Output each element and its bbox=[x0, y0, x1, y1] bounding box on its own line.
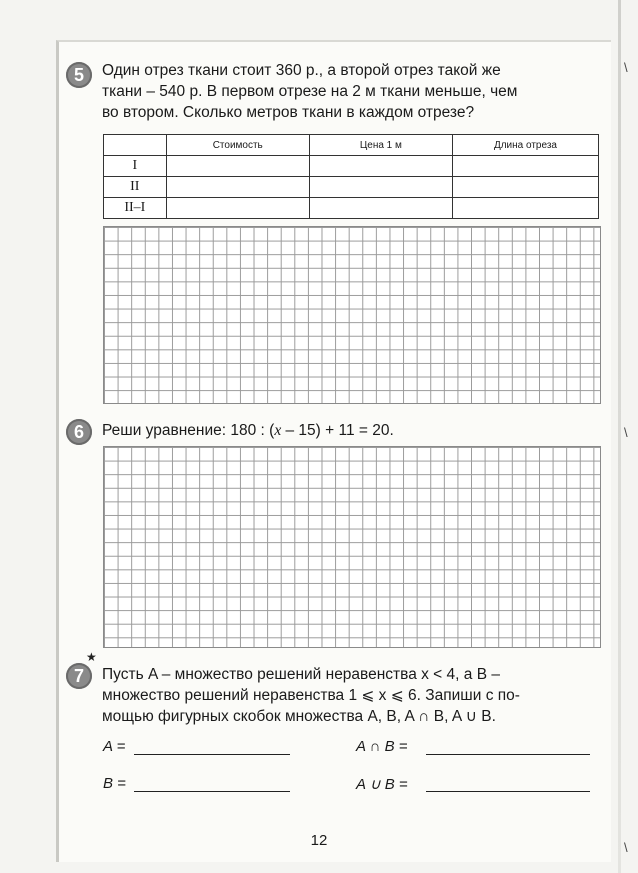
table-cell[interactable] bbox=[166, 156, 309, 177]
task7-line: мощью фигурных скобок множества A, B, A ∩ B, A ∪ B. bbox=[102, 708, 496, 725]
task5-line: ткани – 540 р. В первом отрезе на 2 м ткани меньше, чем bbox=[102, 83, 518, 100]
task5-line: Один отрез ткани стоит 360 р., а второй отрез такой же bbox=[102, 62, 501, 79]
table-header bbox=[104, 135, 167, 156]
answer-line-intersection[interactable] bbox=[426, 754, 590, 755]
margin-mark: \ bbox=[624, 60, 628, 75]
task5-line: во втором. Сколько метров ткани в каждом отрезе? bbox=[102, 104, 475, 121]
answer-label-intersection: A ∩ B = bbox=[356, 738, 408, 755]
work-grid[interactable] bbox=[103, 446, 601, 648]
task6-text bbox=[102, 420, 602, 441]
task7-text bbox=[102, 664, 602, 727]
margin-mark: \ bbox=[624, 425, 628, 440]
table-cell[interactable] bbox=[452, 156, 598, 177]
star-icon: ★ bbox=[86, 650, 97, 664]
table-row bbox=[104, 177, 599, 198]
table-header: Цена 1 м bbox=[309, 135, 452, 156]
table-cell[interactable] bbox=[309, 198, 452, 219]
row-label: II–I bbox=[104, 198, 167, 219]
answer-line-b[interactable] bbox=[134, 791, 290, 792]
table-cell[interactable] bbox=[309, 156, 452, 177]
task6-text-suffix: – 15) + 11 = 20. bbox=[281, 422, 394, 439]
task5-text bbox=[102, 60, 602, 123]
answer-label-b: B = bbox=[103, 775, 126, 792]
variable-x: x bbox=[274, 422, 282, 439]
task-number-badge: 7 bbox=[66, 663, 92, 689]
task6-text-prefix: Реши уравнение: 180 : ( bbox=[102, 422, 275, 439]
table-header: Стоимость bbox=[166, 135, 309, 156]
answer-line-a[interactable] bbox=[134, 754, 290, 755]
task7-line: Пусть A – множество решений неравенства x < 4, а B – bbox=[102, 666, 500, 683]
table-row bbox=[104, 156, 599, 177]
work-grid[interactable] bbox=[103, 226, 601, 404]
table-cell[interactable] bbox=[452, 177, 598, 198]
page-edge bbox=[618, 0, 621, 873]
table-header-row bbox=[104, 135, 599, 156]
table-cell[interactable] bbox=[166, 198, 309, 219]
table-row bbox=[104, 198, 599, 219]
answer-line-union[interactable] bbox=[426, 791, 590, 792]
row-label: I bbox=[104, 156, 167, 177]
margin-mark: \ bbox=[624, 840, 628, 855]
task-number-badge: 6 bbox=[66, 419, 92, 445]
answer-label-a: A = bbox=[103, 738, 126, 755]
table-header: Длина отреза bbox=[452, 135, 598, 156]
table-cell[interactable] bbox=[166, 177, 309, 198]
table-cell[interactable] bbox=[309, 177, 452, 198]
answer-label-union: A ∪ B = bbox=[356, 776, 408, 793]
task-number-badge: 5 bbox=[66, 62, 92, 88]
row-label: II bbox=[104, 177, 167, 198]
task5-table bbox=[103, 134, 599, 219]
task7-line: множество решений неравенства 1 ⩽ x ⩽ 6. Запиши с по- bbox=[102, 687, 520, 704]
table-cell[interactable] bbox=[452, 198, 598, 219]
page-number: 12 bbox=[310, 832, 328, 849]
